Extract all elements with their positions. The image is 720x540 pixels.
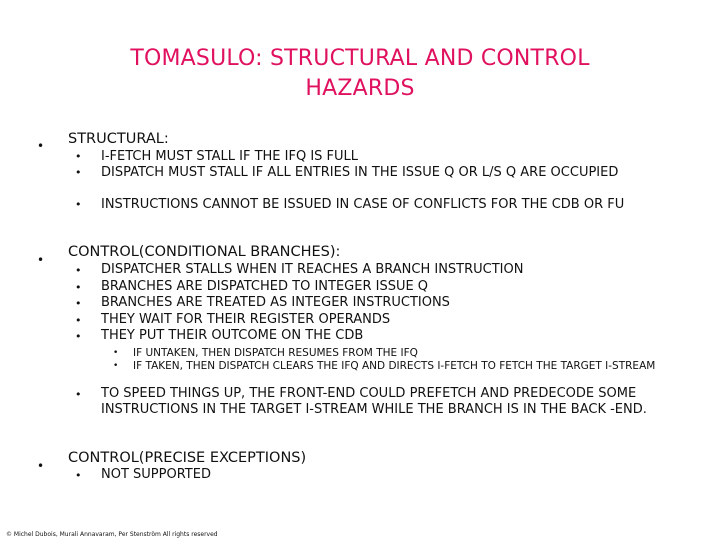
bullet-icon: •	[37, 139, 45, 153]
list-item: THEY WAIT FOR THEIR REGISTER OPERANDS	[101, 312, 391, 327]
section-heading-precise: CONTROL(PRECISE EXCEPTIONS)	[68, 450, 307, 466]
bullet-icon: •	[75, 150, 82, 163]
list-item: DISPATCHER STALLS WHEN IT REACHES A BRANCH INSTRUCTION	[101, 262, 524, 277]
bullet-icon: •	[75, 388, 82, 401]
list-item: I-FETCH MUST STALL IF THE IFQ IS FULL	[101, 149, 359, 164]
section-heading-control: CONTROL(CONDITIONAL BRANCHES):	[68, 244, 341, 260]
list-item: THEY PUT THEIR OUTCOME ON THE CDB	[101, 328, 364, 343]
list-item: NOT SUPPORTED	[101, 467, 211, 482]
bullet-icon: •	[75, 469, 82, 482]
bullet-icon: •	[37, 459, 45, 473]
bullet-icon: •	[75, 281, 82, 294]
bullet-icon: •	[113, 348, 119, 358]
bullet-icon: •	[75, 264, 82, 277]
list-item: BRANCHES ARE DISPATCHED TO INTEGER ISSUE Q	[101, 279, 429, 294]
bullet-icon: •	[75, 198, 82, 211]
bullet-icon: •	[75, 166, 82, 179]
list-item: DISPATCH MUST STALL IF ALL ENTRIES IN THE ISSUE Q OR L/S Q ARE OCCUPIED	[101, 165, 619, 180]
bullet-icon: •	[75, 297, 82, 310]
sub-list-item: IF UNTAKEN, THEN DISPATCH RESUMES FROM THE IFQ	[133, 347, 418, 359]
list-item: INSTRUCTIONS CANNOT BE ISSUED IN CASE OF CONFLICTS FOR THE CDB OR FU	[101, 197, 625, 212]
bullet-icon: •	[37, 253, 45, 267]
list-item: BRANCHES ARE TREATED AS INTEGER INSTRUCTIONS	[101, 295, 450, 310]
section-heading-structural: STRUCTURAL:	[68, 131, 169, 147]
slide-title-line2: HAZARDS	[305, 76, 415, 101]
slide-title-line1: TOMASULO: STRUCTURAL AND CONTROL	[130, 46, 590, 71]
slide-title	[0, 44, 720, 104]
sub-list-item: IF TAKEN, THEN DISPATCH CLEARS THE IFQ AND DIRECTS I-FETCH TO FETCH THE TARGET I-STREAM	[133, 360, 656, 372]
copyright-footer: © Michel Dubois, Murali Annavaram, Per Stenström All rights reserved	[6, 531, 218, 538]
bullet-icon: •	[75, 330, 82, 343]
bullet-icon: •	[113, 361, 119, 371]
list-item: TO SPEED THINGS UP, THE FRONT-END COULD PREFETCH AND PREDECODE SOME INSTRUCTIONS IN THE TARGET I-STREAM WHILE THE BRANCH IS IN THE BACK -END.	[101, 386, 647, 417]
bullet-icon: •	[75, 314, 82, 327]
